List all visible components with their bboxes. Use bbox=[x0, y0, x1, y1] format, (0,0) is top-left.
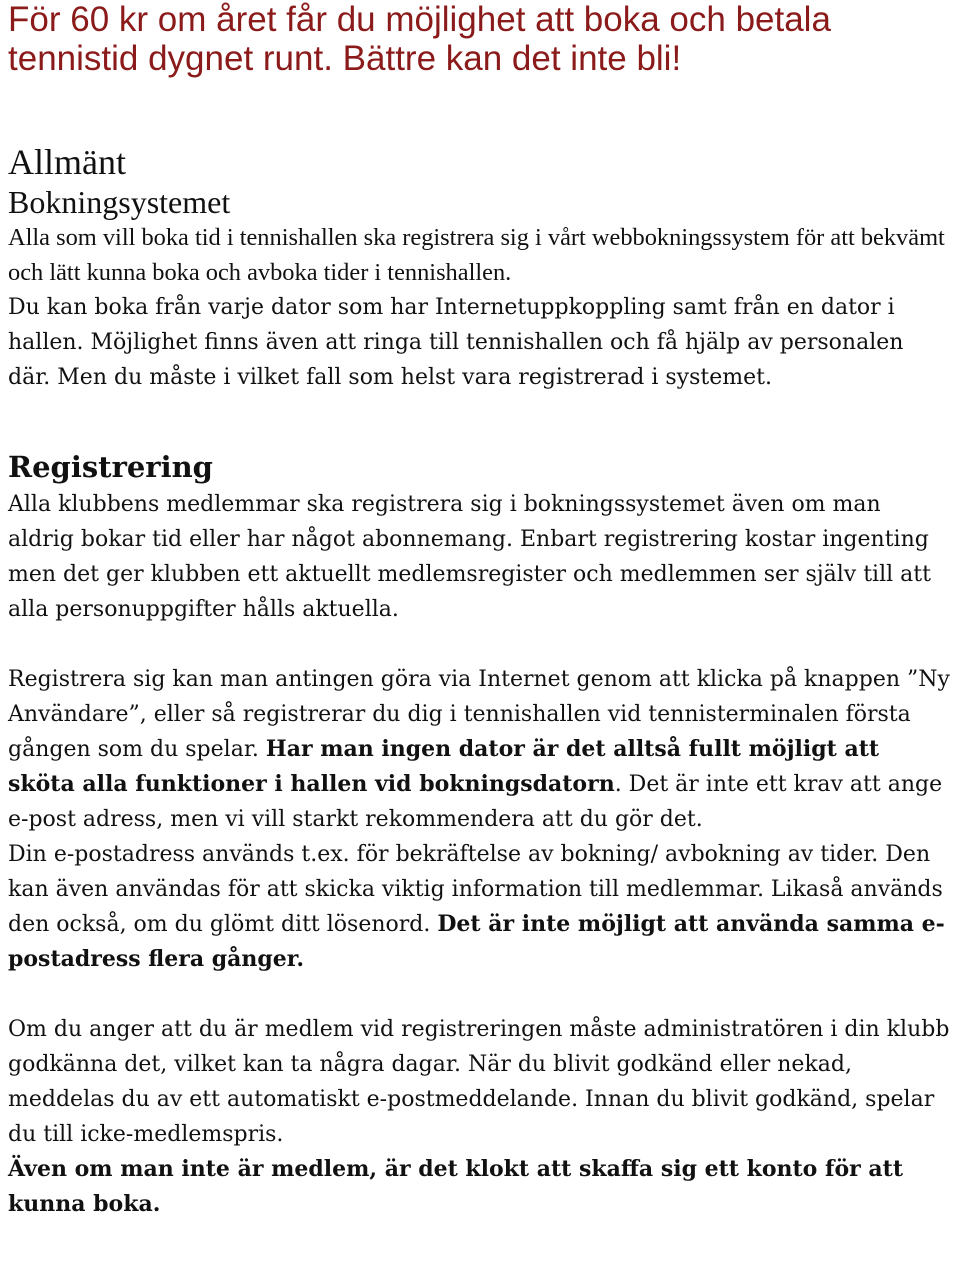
registrering-paragraph-2-text-a: Registrera sig kan man antingen göra via Internet genom att klicka på knappen ”Ny Användare”, eller så registrerar du dig i tennishallen vid tennisterminalen första gången som du spelar. bbox=[8, 667, 950, 763]
section-heading-allmant: Allmänt bbox=[8, 142, 126, 182]
registrering-paragraph-3-bold: Det är inte möjligt att använda samma e-postadress flera gånger. bbox=[8, 911, 945, 973]
registrering-paragraph-4: Om du anger att du är medlem vid registreringen måste administratören i din klubb godkänna det, vilket kan ta några dagar. När du blivit godkänd eller nekad, meddelas du av ett automatiskt e-postmeddelande. Innan du blivit godkänd, spelar du till icke-medlemspris. bbox=[8, 1017, 950, 1148]
registrering-paragraph-5 bbox=[8, 1152, 952, 1222]
registrering-paragraph-5-bold: Även om man inte är medlem, är det klokt att skaffa sig ett konto för att kunna boka. bbox=[8, 1156, 903, 1218]
registrering-paragraph-3 bbox=[8, 837, 952, 977]
registrering-paragraph-2-text-b: . Det är inte ett krav att ange e-post adress, men vi vill starkt rekommendera att du gör det. bbox=[8, 772, 943, 833]
registrering-paragraph-2 bbox=[8, 662, 952, 837]
registrering-paragraph-1: Alla klubbens medlemmar ska registrera sig i bokningssystemet även om man aldrig bokar tid eller har något abonnemang. Enbart registrering kostar ingenting men det ger klubben ett aktuellt medlemsregister och medlemmen ser själv till att alla personuppgifter hålls aktuella. bbox=[8, 492, 931, 623]
allmant-paragraph-1: Alla som vill boka tid i tennishallen ska registrera sig i vårt webbokningssystem för att bekvämt och lätt kunna boka och avboka tider i tennishallen. bbox=[8, 224, 945, 286]
section-heading-registrering: Registrering bbox=[8, 450, 213, 485]
registrering-paragraph-2-bold: Har man ingen dator är det alltså fullt möjligt att sköta alla funktioner i hallen vid bokningsdatorn bbox=[8, 736, 880, 798]
allmant-paragraph-2: Du kan boka från varje dator som har Internetuppkoppling samt från en dator i hallen. Möjlighet finns även att ringa till tennishallen och få hjälp av personalen där. Men du måste i vilket fall som helst vara registrerad i systemet. bbox=[8, 295, 904, 391]
registrering-paragraph-3-text: Din e-postadress används t.ex. för bekräftelse av bokning/ avbokning av tider. Den kan även användas för att skicka viktig information till medlemmar. Likaså används den också, om du glömt ditt lösenord. bbox=[8, 842, 943, 938]
subheading-bokningsystemet: Bokningsystemet bbox=[8, 184, 231, 220]
headline: För 60 kr om året får du möjlighet att boka och betala tennistid dygnet runt. Bättre kan det inte bli! bbox=[8, 0, 831, 78]
